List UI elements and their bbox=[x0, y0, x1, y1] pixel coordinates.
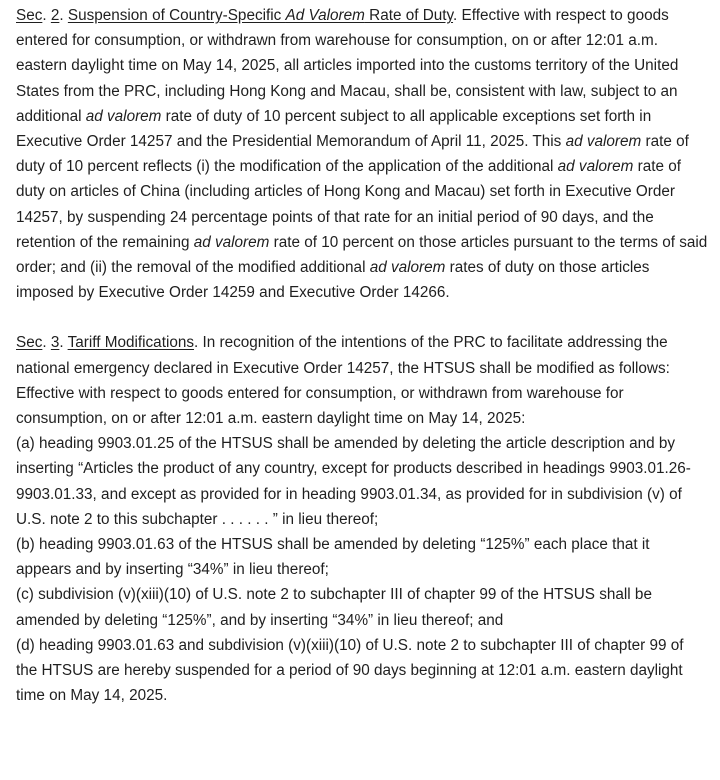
section-3-item-a: (a) heading 9903.01.25 of the HTSUS shall be amended by deleting the article description and by inserting “Articles the product of any country, except for products described in headings 9903.01.26-9903.01.33, and except as provided for in heading 9903.01.34, as provided for in subdivision (v) of U.S. note 2 to this subchapter . . . . . . ” in lieu thereof; bbox=[16, 435, 691, 528]
section-2-heading-italic: Ad Valorem bbox=[285, 7, 365, 24]
section-2-text-6: rates of duty on those articles imposed by Executive Order 14259 and Executive Order 14266. bbox=[16, 259, 650, 302]
section-2-text-4: rate of duty on articles of China (including articles of Hong Kong and Macau) set forth in Executive Order 14257, by suspending 24 percentage points of that rate for an initial period of 90 days, and the retention of the remaining bbox=[16, 158, 681, 251]
section-3-number: 3 bbox=[50, 334, 60, 352]
section-2-text-2: rate of duty of 10 percent subject to all applicable exceptions set forth in Executive Order 14257 and the Presidential Memorandum of April 11, 2025. This bbox=[16, 107, 652, 151]
section-2-text-1: Effective with respect to goods entered for consumption, or withdrawn from warehouse for consumption, on or after 12:01 a.m. eastern daylight time on May 14, 2025, all articles imported into the customs territory of the United States from the PRC, including Hong Kong and Macau, shall be, consistent with law, subject to an additional bbox=[16, 7, 679, 125]
section-2-label: Sec bbox=[16, 7, 43, 24]
section-3-item-c: (c) subdivision (v)(xiii)(10) of U.S. note 2 to subchapter III of chapter 99 of the HTSUS shall be amended by deleting “125%”, and by inserting “34%” in lieu thereof; and bbox=[16, 586, 652, 629]
section-2 bbox=[16, 3, 708, 305]
section-2-text-5: rate of 10 percent on those articles pursuant to the terms of said order; and (ii) the removal of the modified additional bbox=[16, 233, 708, 277]
section-2-italic-2: ad valorem bbox=[565, 133, 642, 151]
section-3-item-b: (b) heading 9903.01.63 of the HTSUS shall be amended by deleting “125%” each place that it appears and by inserting “34%” in lieu thereof; bbox=[16, 536, 650, 579]
section-2-text-3: rate of duty of 10 percent reflects (i) the modification of the application of the additional bbox=[16, 133, 689, 176]
section-3-label: Sec bbox=[16, 334, 43, 352]
section-2-heading bbox=[68, 7, 453, 24]
section-2-italic-5: ad valorem bbox=[369, 259, 446, 277]
section-2-paragraph: Sec. 2. Suspension of Country-Specific Ad Valorem Rate of Duty. Effective with respect to goods entered for consumption, or withdrawn from warehouse for consumption, on or after 12:01 a.m. eastern daylight time on May 14, 2025, all articles imported into the customs territory of the United States from the PRC, including Hong Kong and Macau, shall be, consistent with law, subject to an additional ad valorem rate of duty of 10 percent subject to all applicable exceptions set forth in Executive Order 14257 and the Presidential Memorandum of April 11, 2025. This ad valorem rate of duty of 10 percent reflects (i) the modification of the application of the additional ad valorem rate of duty on articles of China (including articles of Hong Kong and Macau) set forth in Executive Order 14257, by suspending 24 percentage points of that rate for an initial period of 90 days, and the retention of the remaining ad valorem rate of 10 percent on those articles pursuant to the terms of said order; and (ii) the removal of the modified additional ad valorem rates of duty on those articles imposed by Executive Order 14259 and Executive Order 14266. bbox=[16, 7, 708, 302]
section-3-heading: Tariff Modifications bbox=[67, 334, 195, 352]
document-body bbox=[16, 3, 708, 708]
section-2-number: 2 bbox=[50, 7, 60, 24]
section-3-intro-paragraph: Sec. 3. Tariff Modifications. In recognition of the intentions of the PRC to facilitate addressing the national emergency declared in Executive Order 14257, the HTSUS shall be modified as follows: bbox=[16, 334, 670, 377]
section-2-heading-part-a: Suspension of Country-Specific bbox=[67, 7, 286, 24]
section-2-italic-3: ad valorem bbox=[557, 158, 634, 176]
section-2-italic-4: ad valorem bbox=[193, 233, 270, 251]
section-3-intro-text: In recognition of the intentions of the PRC to facilitate addressing the national emergency declared in Executive Order 14257, the HTSUS shall be modified as follows: bbox=[16, 334, 670, 377]
section-3 bbox=[16, 330, 708, 708]
section-2-heading-part-b: Rate of Duty bbox=[364, 7, 454, 24]
section-2-italic-1: ad valorem bbox=[85, 107, 162, 125]
section-3-item-d: (d) heading 9903.01.63 and subdivision (v)(xiii)(10) of U.S. note 2 to subchapter III of chapter 99 of the HTSUS are hereby suspended for a period of 90 days beginning at 12:01 a.m. eastern daylight time on May 14, 2025. bbox=[16, 636, 684, 705]
section-3-effective-date: Effective with respect to goods entered for consumption, or withdrawn from warehouse for consumption, on or after 12:01 a.m. eastern daylight time on May 14, 2025: bbox=[16, 384, 624, 428]
